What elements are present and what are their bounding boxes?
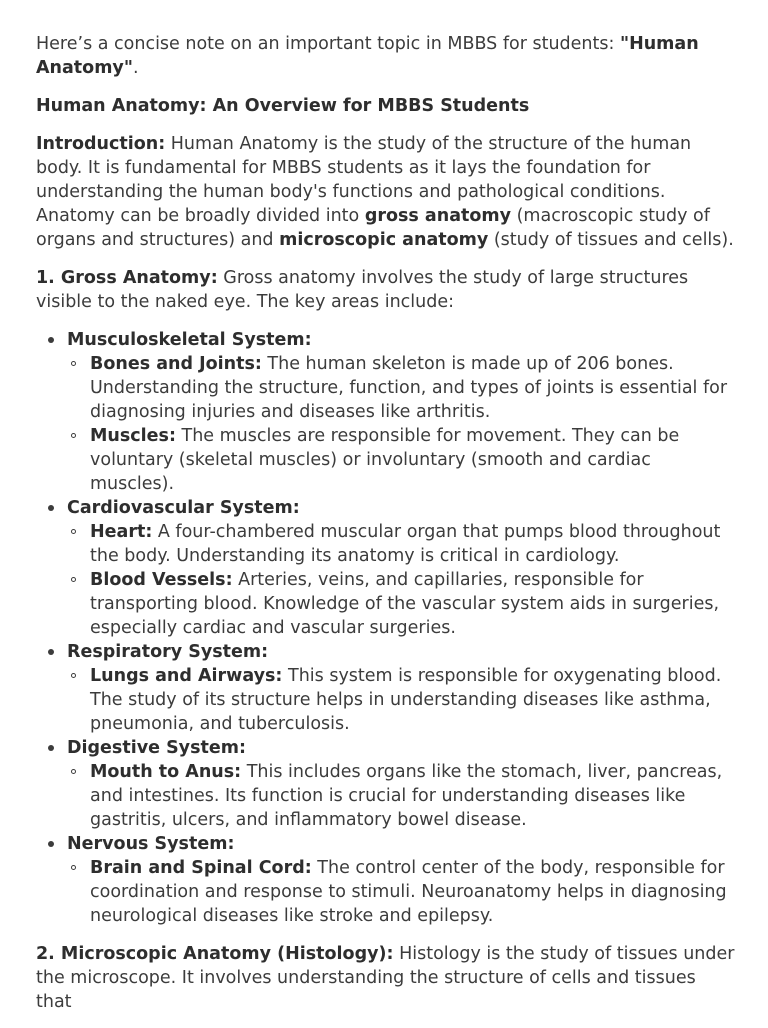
circle-bullet-icon	[71, 865, 76, 870]
system-item-musculoskeletal	[36, 328, 736, 496]
microscopic-anatomy-label: 2. Microscopic Anatomy (Histology):	[36, 944, 394, 964]
sub-item-label: Bones and Joints:	[90, 354, 262, 374]
document-heading	[36, 94, 736, 118]
intro-line-text: Here’s a concise note on an important topic in MBBS for students:	[36, 34, 620, 54]
bullet-icon	[48, 505, 54, 511]
system-item-digestive	[36, 736, 736, 832]
microscopic-anatomy-term: microscopic anatomy	[279, 230, 489, 250]
circle-bullet-icon	[71, 529, 76, 534]
introduction-text-2: (macroscopic study of organs and structures) and	[36, 206, 710, 250]
introduction-paragraph	[36, 132, 736, 252]
circle-bullet-icon	[71, 577, 76, 582]
introduction-text-3: (study of tissues and cells).	[488, 230, 734, 250]
bullet-icon	[48, 337, 54, 343]
bullet-icon	[48, 649, 54, 655]
sub-item-text: The human skeleton is made up of 206 bones. Understanding the structure, function, and types of joints is essential for diagnosing injuries and diseases like arthritis.	[90, 354, 728, 422]
circle-bullet-icon	[71, 433, 76, 438]
microscopic-anatomy-text: Histology is the study of tissues under the microscope. It involves understanding the structure of cells and tissues that	[36, 944, 735, 1012]
heading-text: Human Anatomy: An Overview for MBBS Students	[36, 96, 530, 116]
sub-item-text: This includes organs like the stomach, liver, pancreas, and intestines. Its function is crucial for understanding diseases like gastritis, ulcers, and inflammatory bowel disease.	[90, 762, 723, 830]
gross-anatomy-paragraph	[36, 266, 736, 314]
introduction-text-1: Human Anatomy is the study of the structure of the human body. It is fundamental for MBBS students as it lays the foundation for understanding the human body's functions and pathological conditions. Anatomy can be broadly divided into	[36, 134, 692, 226]
sub-item-bones-joints	[67, 352, 736, 424]
sub-item-lungs-airways	[67, 664, 736, 736]
sub-item-text: The control center of the body, responsible for coordination and response to stimuli. Neuroanatomy helps in diagnosing neurological diseases like stroke and epilepsy.	[90, 858, 727, 926]
circle-bullet-icon	[71, 361, 76, 366]
sub-item-mouth-to-anus	[67, 760, 736, 832]
gross-anatomy-term: gross anatomy	[364, 206, 512, 226]
system-name: Digestive System:	[67, 738, 246, 758]
sub-item-label: Mouth to Anus:	[90, 762, 242, 782]
system-item-cardiovascular	[36, 496, 736, 640]
sub-item-brain-spinal-cord	[67, 856, 736, 928]
system-name: Musculoskeletal System:	[67, 330, 312, 350]
sub-item-label: Lungs and Airways:	[90, 666, 283, 686]
circle-bullet-icon	[71, 673, 76, 678]
microscopic-anatomy-paragraph	[36, 942, 736, 1014]
sub-list	[67, 352, 736, 496]
bullet-icon	[48, 745, 54, 751]
sub-item-blood-vessels	[67, 568, 736, 640]
sub-list	[67, 520, 736, 640]
intro-line-end: .	[132, 58, 139, 78]
sub-item-muscles	[67, 424, 736, 496]
circle-bullet-icon	[71, 769, 76, 774]
document-body	[36, 32, 736, 1028]
intro-line-topic: "Human Anatomy"	[36, 34, 699, 78]
sub-item-label: Brain and Spinal Cord:	[90, 858, 312, 878]
bullet-icon	[48, 841, 54, 847]
gross-anatomy-text: Gross anatomy involves the study of large structures visible to the naked eye. The key areas include:	[36, 268, 689, 312]
sub-item-text: The muscles are responsible for movement. They can be voluntary (skeletal muscles) or involuntary (smooth and cardiac muscles).	[90, 426, 680, 494]
sub-list	[67, 664, 736, 736]
sub-item-heart	[67, 520, 736, 568]
sub-item-label: Heart:	[90, 522, 153, 542]
sub-item-text: A four-chambered muscular organ that pumps blood throughout the body. Understanding its anatomy is critical in cardiology.	[90, 522, 721, 566]
sub-list	[67, 760, 736, 832]
system-item-respiratory	[36, 640, 736, 736]
system-item-nervous	[36, 832, 736, 928]
gross-anatomy-label: 1. Gross Anatomy:	[36, 268, 218, 288]
sub-item-label: Blood Vessels:	[90, 570, 233, 590]
sub-item-text: This system is responsible for oxygenating blood. The study of its structure helps in understanding diseases like asthma, pneumonia, and tuberculosis.	[90, 666, 722, 734]
systems-list	[36, 328, 736, 928]
system-name: Cardiovascular System:	[67, 498, 300, 518]
sub-list	[67, 856, 736, 928]
system-name: Respiratory System:	[67, 642, 269, 662]
system-name: Nervous System:	[67, 834, 235, 854]
introduction-label: Introduction:	[36, 134, 166, 154]
intro-line	[36, 32, 736, 80]
sub-item-label: Muscles:	[90, 426, 176, 446]
sub-item-text: Arteries, veins, and capillaries, responsible for transporting blood. Knowledge of the vascular system aids in surgeries, especially cardiac and vascular surgeries.	[90, 570, 720, 638]
